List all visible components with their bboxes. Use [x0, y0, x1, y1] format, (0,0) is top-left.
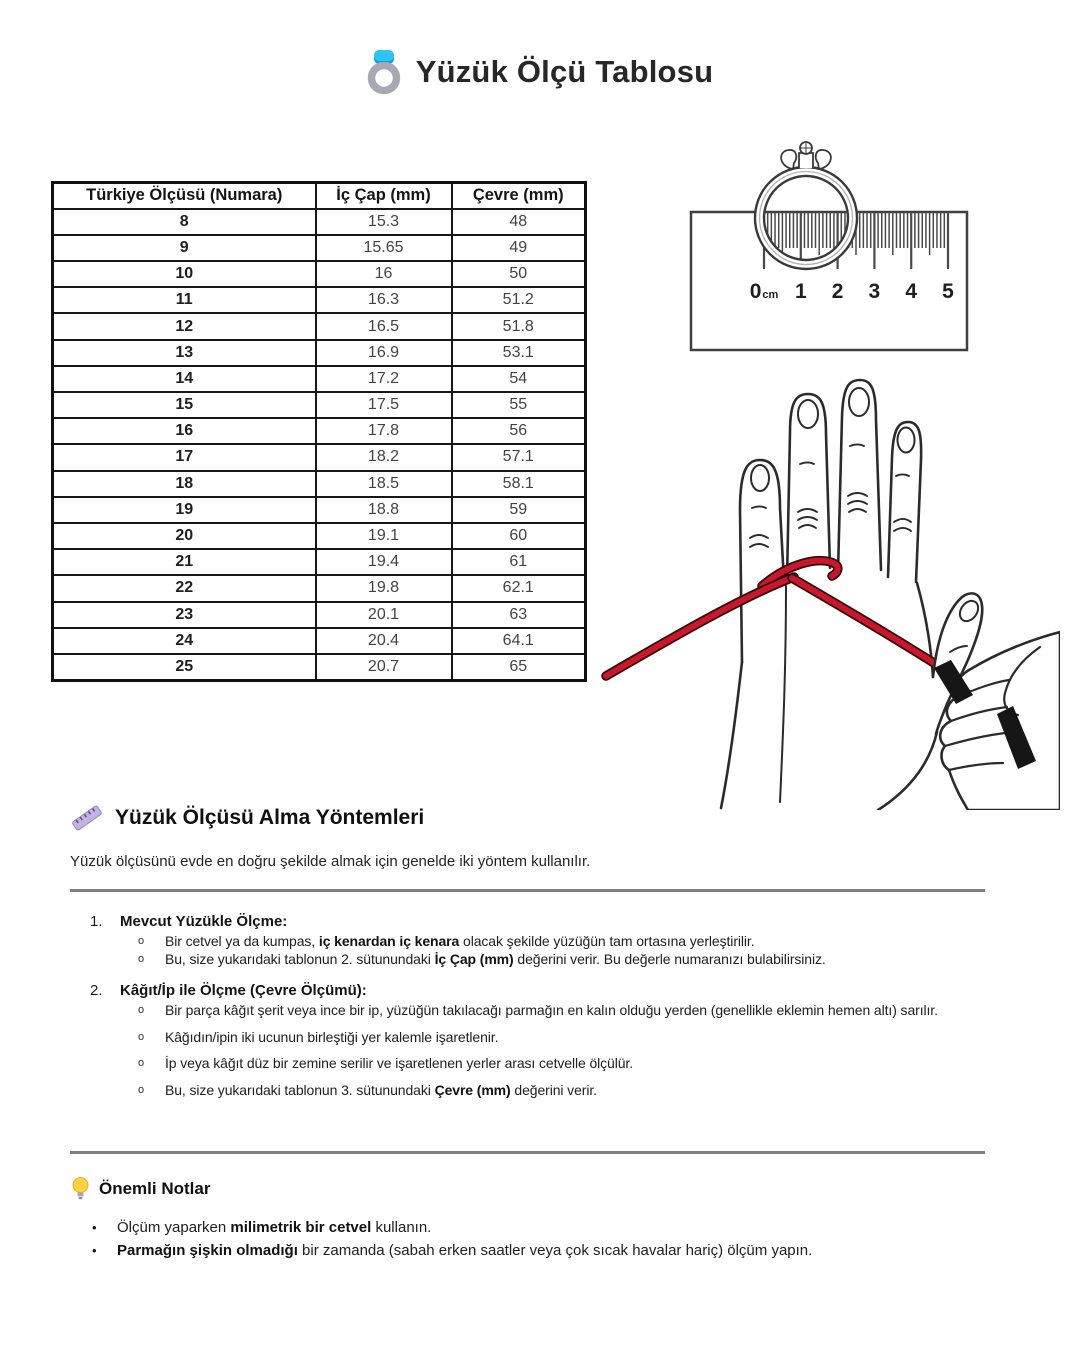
bullet-marker: •	[92, 1220, 97, 1235]
circumference-cell: 61	[452, 549, 586, 575]
text: İp veya kâğıt düz bir zemine serilir ve işaretlenen yerler arası cetvelle ölçülür.	[165, 1055, 634, 1071]
bold-text: İç Çap (mm)	[434, 951, 514, 967]
size-number-cell: 21	[53, 549, 316, 575]
ruler-number: 3	[868, 280, 881, 303]
methods-list	[90, 913, 1025, 1108]
circumference-cell: 49	[452, 235, 586, 261]
method-bullet	[138, 1029, 1025, 1045]
method-bullet	[138, 1002, 1025, 1018]
inner-diameter-cell: 20.7	[316, 654, 452, 680]
method-item-title: Kâğıt/İp ile Ölçme (Çevre Ölçümü):	[120, 982, 367, 999]
table-row	[53, 392, 586, 418]
bullet-text	[165, 1055, 633, 1071]
size-number-cell: 14	[53, 366, 316, 392]
table-row	[53, 287, 586, 313]
inner-diameter-cell: 19.1	[316, 523, 452, 549]
page-title-bar	[0, 48, 1080, 96]
bold-text: Çevre (mm)	[434, 1081, 511, 1098]
size-number-cell: 16	[53, 418, 316, 444]
inner-diameter-cell: 16.5	[316, 313, 452, 339]
notes-list	[92, 1219, 1027, 1265]
ring-icon	[367, 48, 401, 96]
size-number-cell: 13	[53, 340, 316, 366]
table-row	[53, 628, 586, 654]
table-row	[53, 523, 586, 549]
bullet-text	[117, 1219, 431, 1236]
bullet-marker: o	[138, 1004, 145, 1016]
text: Bu, size yukarıdaki tablonun 2. sütunundaki	[165, 951, 435, 967]
text: Bir parça kâğıt şerit veya ince bir ip, yüzüğün takılacağı parmağın en kalın olduğu yerden (genellikle eklemin hemen altı) sarılır.	[165, 1002, 938, 1018]
circumference-cell: 48	[452, 209, 586, 235]
inner-diameter-cell: 18.2	[316, 444, 452, 470]
ruler-unit-label: cm	[762, 289, 779, 301]
inner-diameter-cell: 18.8	[316, 497, 452, 523]
table-row	[53, 575, 586, 601]
list-number: 2.	[90, 982, 103, 999]
table-row	[53, 602, 586, 628]
lightbulb-icon	[71, 1176, 90, 1202]
table-row	[53, 261, 586, 287]
text: kullanın.	[371, 1219, 432, 1236]
inner-diameter-cell: 16.3	[316, 287, 452, 313]
circumference-cell: 51.2	[452, 287, 586, 313]
size-table-body	[53, 209, 586, 680]
hand-string-measurement-figure	[590, 370, 1060, 810]
size-number-cell: 22	[53, 575, 316, 601]
circumference-cell: 51.8	[452, 313, 586, 339]
table-row	[53, 235, 586, 261]
inner-diameter-cell: 18.5	[316, 471, 452, 497]
text: Kâğıdın/ipin iki ucunun birleştiği yer kalemle işaretlenir.	[165, 1028, 499, 1045]
circumference-cell: 64.1	[452, 628, 586, 654]
method-item-title: Mevcut Yüzükle Ölçme:	[120, 913, 288, 930]
column-header: Türkiye Ölçüsü (Numara)	[53, 183, 316, 209]
table-row	[53, 654, 586, 680]
text: Bu, size yukarıdaki tablonun 3. sütunundaki	[165, 1081, 435, 1098]
inner-diameter-cell: 19.8	[316, 575, 452, 601]
circumference-cell: 53.1	[452, 340, 586, 366]
size-number-cell: 10	[53, 261, 316, 287]
table-row	[53, 444, 586, 470]
bold-text: Parmağın şişkin olmadığı	[117, 1242, 298, 1259]
size-number-cell: 12	[53, 313, 316, 339]
circumference-cell: 60	[452, 523, 586, 549]
inner-diameter-cell: 17.5	[316, 392, 452, 418]
method-item	[90, 913, 1025, 967]
inner-diameter-cell: 15.65	[316, 235, 452, 261]
method-item	[90, 982, 1025, 1098]
table-row	[53, 340, 586, 366]
size-number-cell: 23	[53, 602, 316, 628]
inner-diameter-cell: 15.3	[316, 209, 452, 235]
method-bullet	[138, 933, 1025, 949]
bullet-marker: o	[138, 1057, 145, 1069]
table-row	[53, 549, 586, 575]
ring-size-table	[51, 181, 587, 682]
table-row	[53, 418, 586, 444]
ring-on-ruler-figure	[650, 122, 990, 362]
ruler-number: 4	[905, 280, 918, 303]
column-header: İç Çap (mm)	[316, 183, 452, 209]
table-header-row	[53, 183, 586, 209]
table-row	[53, 497, 586, 523]
circumference-cell: 63	[452, 602, 586, 628]
size-number-cell: 24	[53, 628, 316, 654]
bullet-marker: o	[138, 953, 145, 965]
size-number-cell: 25	[53, 654, 316, 680]
inner-diameter-cell: 19.4	[316, 549, 452, 575]
size-number-cell: 11	[53, 287, 316, 313]
bullet-marker: •	[92, 1243, 97, 1258]
bold-text: iç kenardan iç kenara	[318, 933, 460, 949]
inner-diameter-cell: 17.8	[316, 418, 452, 444]
inner-diameter-cell: 20.4	[316, 628, 452, 654]
methods-intro: Yüzük ölçüsünü evde en doğru şekilde almak için genelde iki yöntem kullanılır.	[70, 853, 591, 870]
bullet-text	[165, 951, 826, 967]
size-number-cell: 8	[53, 209, 316, 235]
size-number-cell: 20	[53, 523, 316, 549]
circumference-cell: 54	[452, 366, 586, 392]
circumference-cell: 56	[452, 418, 586, 444]
table-row	[53, 313, 586, 339]
bullet-marker: o	[138, 935, 145, 947]
bullet-text	[165, 933, 755, 949]
note-bullet	[92, 1219, 1027, 1236]
text: olacak şekilde yüzüğün tam ortasına yerleştirilir.	[459, 933, 755, 949]
ruler-number: 1	[794, 280, 807, 303]
bullet-marker: o	[138, 1083, 145, 1096]
text: değerini verir. Bu değerle numaranızı bulabilirsiniz.	[513, 951, 826, 967]
inner-diameter-cell: 17.2	[316, 366, 452, 392]
bullet-text	[165, 1029, 498, 1045]
bullet-text	[117, 1242, 812, 1259]
method-bullet	[138, 1055, 1025, 1071]
horizontal-rule	[70, 1151, 985, 1154]
bold-text: milimetrik bir cetvel	[230, 1219, 372, 1236]
column-header: Çevre (mm)	[452, 183, 586, 209]
text: Ölçüm yaparken	[117, 1219, 231, 1236]
ruler-number: 2	[831, 280, 844, 303]
method-bullet	[138, 1082, 1025, 1098]
ruler-number: 5	[942, 280, 954, 303]
circumference-cell: 57.1	[452, 444, 586, 470]
method-bullet	[138, 951, 1025, 967]
ring-setting	[781, 142, 831, 169]
table-row	[53, 209, 586, 235]
table-row	[53, 366, 586, 392]
circumference-cell: 55	[452, 392, 586, 418]
size-number-cell: 15	[53, 392, 316, 418]
circumference-cell: 65	[452, 654, 586, 680]
horizontal-rule	[70, 889, 985, 892]
size-number-cell: 17	[53, 444, 316, 470]
ruler-number: 0cm	[749, 280, 779, 303]
circumference-cell: 50	[452, 261, 586, 287]
circumference-cell: 59	[452, 497, 586, 523]
page-title: Yüzük Ölçü Tablosu	[415, 54, 714, 89]
table-row	[53, 471, 586, 497]
bullet-marker: o	[138, 1030, 145, 1043]
methods-heading-row	[70, 803, 424, 833]
text: bir zamanda (sabah erken saatler veya çok sıcak havalar hariç) ölçüm yapın.	[297, 1242, 813, 1259]
inner-diameter-cell: 20.1	[316, 602, 452, 628]
inner-diameter-cell: 16.9	[316, 340, 452, 366]
circumference-cell: 58.1	[452, 471, 586, 497]
bullet-text	[165, 1002, 938, 1018]
circumference-cell: 62.1	[452, 575, 586, 601]
text: değerini verir.	[510, 1081, 597, 1098]
inner-diameter-cell: 16	[316, 261, 452, 287]
list-number: 1.	[90, 913, 103, 930]
ruler-icon	[70, 803, 104, 833]
note-bullet	[92, 1242, 1027, 1259]
methods-heading: Yüzük Ölçüsü Alma Yöntemleri	[115, 806, 425, 829]
bullet-text	[165, 1082, 597, 1098]
notes-heading: Önemli Notlar	[99, 1179, 211, 1198]
size-number-cell: 9	[53, 235, 316, 261]
notes-heading-row	[71, 1176, 210, 1202]
text: Bir cetvel ya da kumpas,	[165, 933, 319, 949]
size-number-cell: 19	[53, 497, 316, 523]
size-number-cell: 18	[53, 471, 316, 497]
